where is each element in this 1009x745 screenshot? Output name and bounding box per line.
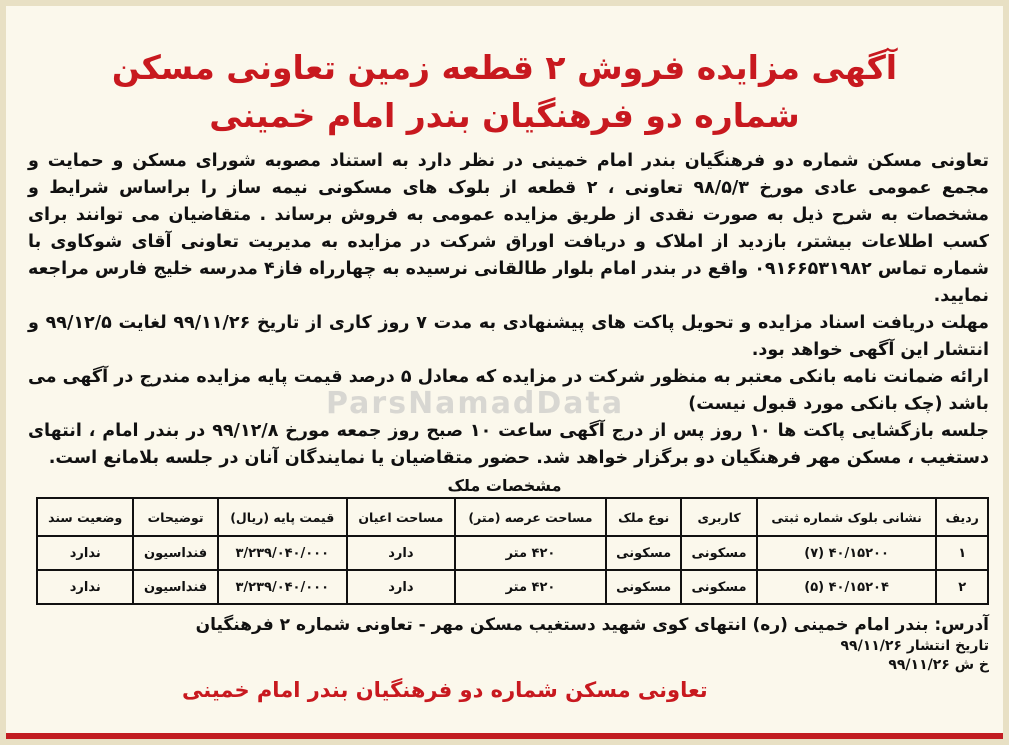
paragraph-opening-session: جلسه بازگشایی پاکت ها ۱۰ روز پس از درج آگهی ساعت ۱۰ صبح روز جمعه مورخ ۹۹/۱۲/۸ در بندر امام ، انتهای دستغیب ، مسکن مهر فرهنگیان دو برگزار خواهد شد. حضور متقاضیان یا نمایندگان آنان در جلسه بلامانع است. (28, 421, 990, 468)
issuer-signature: تعاونی مسکن شماره دو فرهنگیان بندر امام خمینی (182, 678, 708, 702)
cell-building: دارد (347, 570, 455, 604)
cell-building: دارد (347, 536, 455, 570)
title-line-1: آگهی مزایده فروش ۲ قطعه زمین تعاونی مسکن (111, 48, 898, 87)
cell-base-price: ۳/۲۳۹/۰۴۰/۰۰۰ (218, 536, 347, 570)
cell-row-number: ۱ (936, 536, 988, 570)
col-base-price: قیمت پایه (ریال) (218, 498, 347, 536)
title-line-2: شماره دو فرهنگیان بندر امام خمینی (209, 96, 800, 135)
cell-row-number: ۲ (936, 570, 988, 604)
cell-land-area: ۴۲۰ متر (455, 536, 606, 570)
col-block-address: نشانی بلوک شماره ثبتی (757, 498, 937, 536)
publish-date: تاریخ انتشار ۹۹/۱۱/۲۶ (840, 638, 989, 654)
cell-deed-status: ندارد (37, 536, 133, 570)
paragraph-guarantee: ارائه ضمانت نامه بانکی معتبر به منظور شرکت در مزایده که معادل ۵ درصد قیمت پایه مزایده مندرج در آگهی می باشد (چک بانکی مورد قبول نیست) (28, 367, 989, 414)
cell-property-type: مسکونی (606, 570, 681, 604)
col-deed-status: وضعیت سند (37, 498, 133, 536)
ad-title (14, 44, 995, 140)
cell-block-address: ۴۰/۱۵۲۰۴ (۵) (757, 570, 937, 604)
col-usage: کاربری (681, 498, 756, 536)
ad-body (14, 14, 995, 731)
reference-code: خ ش ۹۹/۱۱/۲۶ (888, 657, 989, 673)
table-row (37, 536, 988, 570)
cell-property-type: مسکونی (606, 536, 681, 570)
col-row-number: ردیف (936, 498, 988, 536)
table-row (37, 570, 988, 604)
cell-notes: فنداسیون (133, 570, 217, 604)
property-table (36, 497, 989, 605)
cell-land-area: ۴۲۰ متر (455, 570, 606, 604)
cell-usage: مسکونی (681, 570, 756, 604)
paragraph-deadline: مهلت دریافت اسناد مزایده و تحویل پاکت های پیشنهادی به مدت ۷ روز کاری از تاریخ ۹۹/۱۱/۲۶ لغایت ۹۹/۱۲/۵ و انتشار این آگهی خواهد بود. (28, 313, 989, 360)
col-notes: توضیحات (133, 498, 217, 536)
col-property-type: نوع ملک (606, 498, 681, 536)
table-header-row (37, 498, 988, 536)
cell-block-address: ۴۰/۱۵۲۰۰ (۷) (757, 536, 937, 570)
cell-base-price: ۳/۲۳۹/۰۴۰/۰۰۰ (218, 570, 347, 604)
table-caption: مشخصات ملک (447, 476, 562, 495)
watermark-text: ParsNamadData (326, 386, 625, 421)
col-land-area: مساحت عرصه (متر) (455, 498, 606, 536)
paragraph-intro: تعاونی مسکن شماره دو فرهنگیان بندر امام خمینی در نظر دارد به استناد مصوبه شورای مسکن و حمایت و مجمع عمومی عادی مورخ ۹۸/۵/۳ تعاونی ، ۲ قطعه از بلوک های مسکونی نیمه ساز را براساس شرایط و مشخصات به شرح ذیل به صورت نقدی از طریق مزایده عمومی به فروش برساند . متقاضیان می توانند برای کسب اطلاعات بیشتر، بازدید از املاک و دریافت اوراق شرکت در مزایده به مدیریت تعاونی آقای شوکاوی با شماره تماس ۰۹۱۶۶۵۳۱۹۸۲ واقع در بندر امام بلوار طالقانی نرسیده به چهارراه فاز۴ مدرسه خلیج فارس مراجعه نمایید. (28, 151, 989, 306)
cell-notes: فنداسیون (133, 536, 217, 570)
col-building: مساحت اعیان (347, 498, 455, 536)
cell-usage: مسکونی (681, 536, 756, 570)
bottom-red-edge (6, 733, 1009, 739)
address-line: آدرس: بندر امام خمینی (ره) انتهای کوی شهید دستغیب مسکن مهر - تعاونی شماره ۲ فرهنگیان (195, 615, 989, 635)
cell-deed-status: ندارد (37, 570, 133, 604)
